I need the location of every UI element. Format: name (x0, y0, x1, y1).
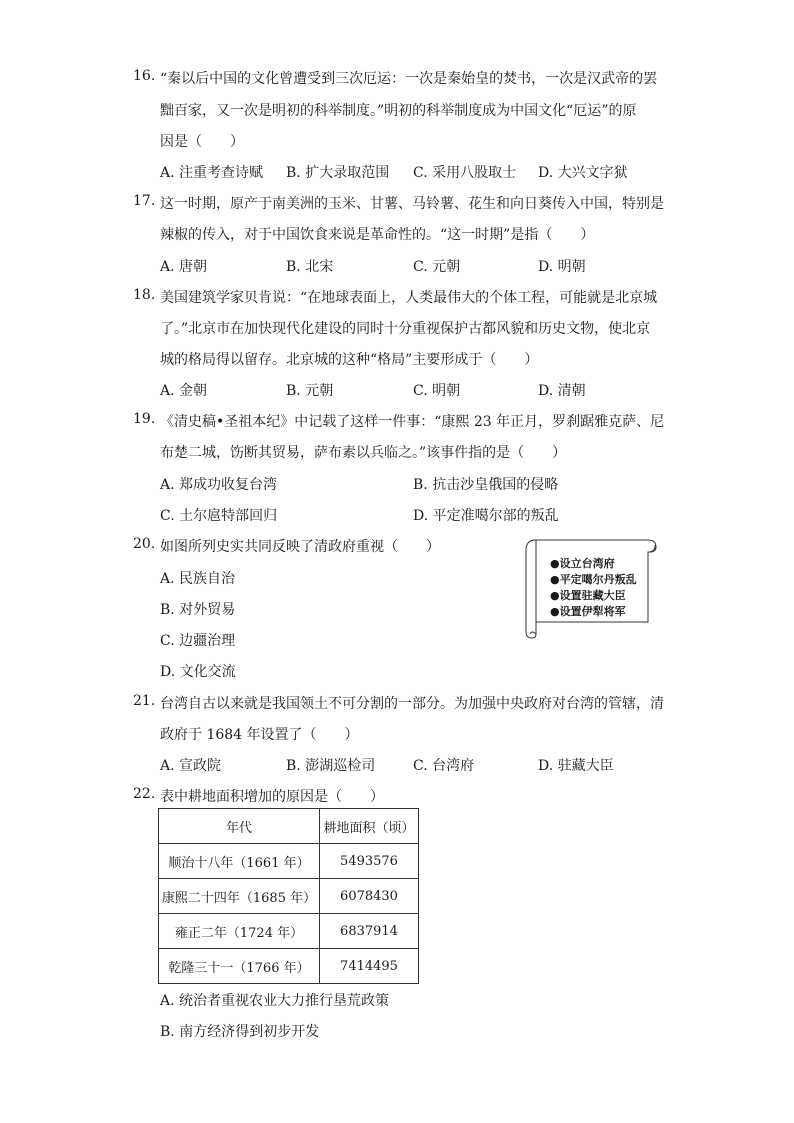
question-text: “秦以后中国的文化曾遭受到三次厄运：一次是秦始皇的焚书，一次是汉武帝的罢 (160, 71, 658, 87)
option-a[interactable]: A. 民族自治 (160, 571, 236, 587)
table-cell: 乾隆三十一（1766 年） (159, 949, 320, 984)
scroll-item: ●设立台湾府 (550, 557, 615, 570)
table-cell: 顺治十八年（1661 年） (159, 844, 320, 879)
table-cell: 7414495 (320, 949, 419, 984)
option-b[interactable]: B. 南方经济得到初步开发 (160, 1024, 320, 1040)
table-header: 耕地面积（顷） (320, 809, 419, 844)
option-b[interactable]: B. 澎湖巡检司 (286, 758, 376, 774)
option-d[interactable]: D. 驻藏大臣 (538, 758, 614, 774)
option-a[interactable]: A. 统治者重视农业大力推行垦荒政策 (160, 993, 390, 1009)
option-a[interactable]: A. 注重考查诗赋 (160, 165, 264, 181)
scroll-item: ●设置驻藏大臣 (550, 589, 626, 602)
option-b[interactable]: B. 扩大录取范围 (286, 165, 390, 181)
option-c[interactable]: C. 元朝 (413, 259, 461, 275)
farmland-table (158, 808, 419, 984)
option-d[interactable]: D. 文化交流 (160, 664, 236, 680)
table-row (159, 879, 419, 914)
question-number: 16. (133, 68, 156, 84)
question-text: 政府于 1684 年设置了（ ） (160, 727, 359, 743)
question-number: 17. (133, 193, 156, 209)
option-d[interactable]: D. 大兴文字狱 (538, 165, 628, 181)
table-header-row (159, 809, 419, 844)
question-text: 美国建筑学家贝肯说：“在地球表面上，人类最伟大的个体工程，可能就是北京城 (160, 290, 658, 306)
question-text: 表中耕地面积增加的原因是（ ） (160, 789, 384, 805)
option-c[interactable]: C. 台湾府 (413, 758, 475, 774)
question-text: 台湾自古以来就是我国领土不可分割的一部分。为加强中央政府对台湾的管辖，清 (160, 696, 664, 712)
question-text: 了。”北京市在加快现代化建设的同时十分重视保护古都风貌和历史文物，使北京 (160, 321, 651, 337)
option-d[interactable]: D. 明朝 (538, 259, 586, 275)
table-cell: 康熙二十四年（1685 年） (159, 879, 320, 914)
table-cell: 5493576 (320, 844, 419, 879)
option-c[interactable]: C. 土尔扈特部回归 (160, 508, 278, 524)
question-number: 18. (133, 287, 156, 303)
option-d[interactable]: D. 清朝 (538, 383, 586, 399)
table-cell: 6837914 (320, 914, 419, 949)
scroll-item: ●设置伊犁将军 (550, 605, 626, 618)
option-a[interactable]: A. 唐朝 (160, 259, 208, 275)
option-b[interactable]: B. 对外贸易 (160, 602, 236, 618)
option-b[interactable]: B. 北宋 (286, 259, 334, 275)
option-a[interactable]: A. 宣政院 (160, 758, 222, 774)
option-c[interactable]: C. 明朝 (413, 383, 461, 399)
option-b[interactable]: B. 抗击沙皇俄国的侵略 (413, 477, 559, 493)
question-number: 20. (133, 536, 156, 552)
scroll-item: ●平定噶尔丹叛乱 (550, 573, 637, 586)
question-text: 辣椒的传入，对于中国饮食来说是革命性的。“这一时期”是指（ ） (160, 227, 595, 243)
question-text: 如图所列史实共同反映了清政府重视（ ） (160, 539, 440, 555)
option-c[interactable]: C. 采用八股取士 (413, 165, 517, 181)
question-number: 22. (133, 786, 156, 802)
option-a[interactable]: A. 郑成功收复台湾 (160, 477, 278, 493)
table-row (159, 844, 419, 879)
question-number: 21. (133, 693, 156, 709)
table-cell: 6078430 (320, 879, 419, 914)
table-row (159, 914, 419, 949)
question-text: 布楚二城，饬断其贸易，萨布素以兵临之。”该事件指的是（ ） (160, 445, 567, 461)
table-row (159, 949, 419, 984)
option-b[interactable]: B. 元朝 (286, 383, 334, 399)
question-text: 《清史稿•圣祖本纪》中记载了这样一件事：“康熙 23 年正月，罗刹踞雅克萨、尼 (160, 414, 665, 430)
option-d[interactable]: D. 平定准噶尔部的叛乱 (413, 508, 559, 524)
question-text: 因是（ ） (160, 134, 244, 150)
question-number: 19. (133, 411, 156, 427)
question-text: 黜百家，又一次是明初的科举制度。”明初的科举制度成为中国文化“厄运”的原 (160, 103, 637, 119)
table-header: 年代 (159, 809, 320, 844)
option-c[interactable]: C. 边疆治理 (160, 633, 236, 649)
question-text: 这一时期，原产于南美洲的玉米、甘薯、马铃薯、花生和向日葵传入中国，特别是 (160, 196, 664, 212)
table-cell: 雍正二年（1724 年） (159, 914, 320, 949)
question-text: 城的格局得以留存。北京城的这种“格局”主要形成于（ ） (160, 352, 539, 368)
option-a[interactable]: A. 金朝 (160, 383, 208, 399)
